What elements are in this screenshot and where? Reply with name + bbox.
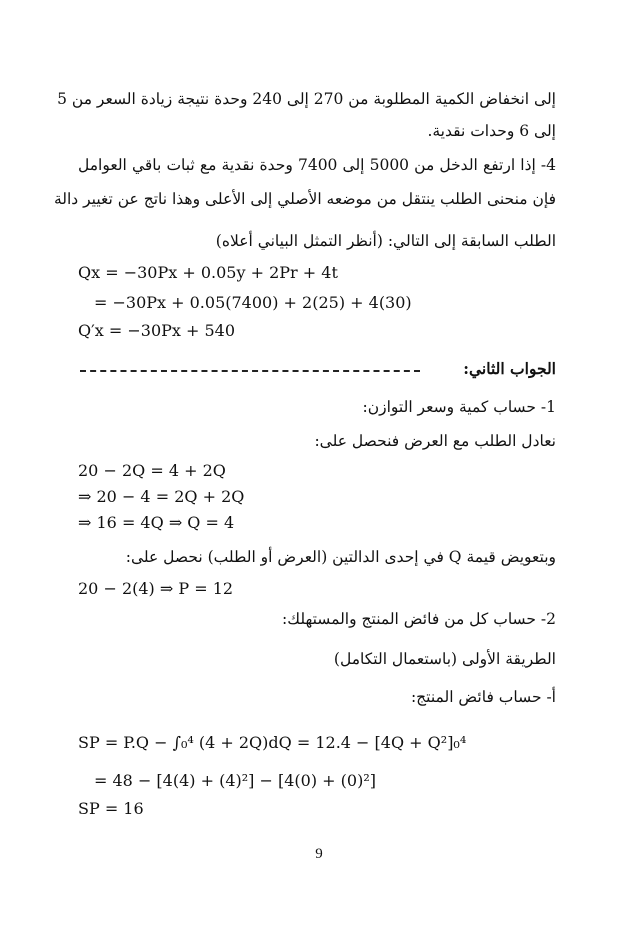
producer-surplus-heading: أ- حساب فائض المنتج:	[410, 688, 556, 706]
paragraph-line-3: 4- إذا ارتفع الدخل من 5000 إلى 7400 وحدة نقدية مع ثبات باقي العوامل	[78, 156, 556, 174]
equation-producer-surplus: SP = P.Q − ∫₀⁴ (4 + 2Q)dQ = 12.4 − [4Q + Q²]₀⁴	[78, 733, 467, 752]
paragraph-line-2: إلى 6 وحدات نقدية.	[427, 122, 556, 140]
step-2-heading: 2- حساب كل من فائض المنتج والمستهلك:	[282, 610, 556, 628]
equation-producer-surplus-result: SP = 16	[78, 799, 144, 818]
step-1-text: نعادل الطلب مع العرض فنحصل على:	[314, 432, 556, 450]
equation-equilibrium-3: ⇒ 16 = 4Q ⇒ Q = 4	[78, 513, 235, 532]
equation-new-demand: Q′x = −30Px + 540	[78, 321, 236, 340]
equation-producer-surplus-evaluated: = 48 − [4(4) + (4)²] − [4(0) + (0)²]	[94, 771, 376, 790]
step-1-heading: 1- حساب كمية وسعر التوازن:	[362, 398, 556, 416]
substitution-text: وبتعويض قيمة Q في إحدى الدالتين (العرض أو الطلب) نحصل على:	[125, 548, 556, 566]
paragraph-line-5: الطلب السابقة إلى التالي: (أنظر التمثل البياني أعلاه)	[215, 232, 556, 250]
paragraph-line-1: إلى انخفاض الكمية المطلوبة من 270 إلى 240 وحدة نتيجة زيادة السعر من 5	[57, 90, 556, 108]
answer-heading: الجواب الثاني:	[463, 359, 556, 378]
page-number: 9	[315, 846, 323, 862]
equation-equilibrium-2: ⇒ 20 − 4 = 2Q + 2Q	[78, 487, 245, 506]
equation-equilibrium-1: 20 − 2Q = 4 + 2Q	[78, 461, 226, 480]
equation-demand-function: Qx = −30Px + 0.05y + 2Pr + 4t	[78, 263, 338, 282]
equation-price: 20 − 2(4) ⇒ P = 12	[78, 579, 234, 598]
equation-demand-substituted: = −30Px + 0.05(7400) + 2(25) + 4(30)	[94, 293, 412, 312]
paragraph-line-4: فإن منحنى الطلب ينتقل من موضعه الأصلي إلى الأعلى وهذا ناتج عن تغيير دالة	[53, 190, 556, 208]
method-one-heading: الطريقة الأولى (باستعمال التكامل)	[333, 650, 556, 668]
